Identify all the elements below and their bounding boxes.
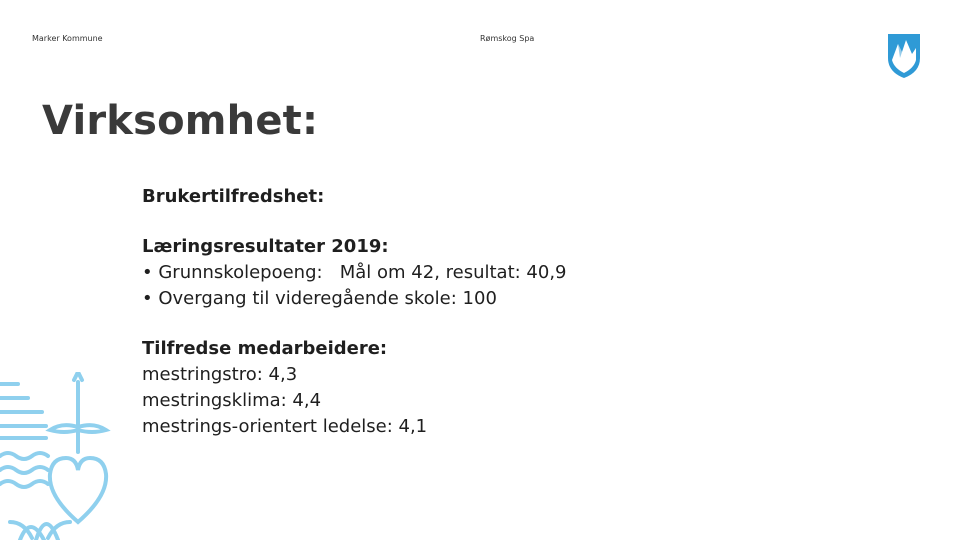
- list-item: mestringsklima: 4,4: [142, 390, 322, 411]
- header-municipality: Marker Kommune: [32, 34, 103, 43]
- list-item: • Grunnskolepoeng: Mål om 42, resultat: 40,9: [142, 262, 567, 283]
- list-item: • Overgang til videregående skole: 100: [142, 288, 497, 309]
- section-heading: Tilfredse medarbeidere:: [142, 338, 388, 359]
- page-title: Virksomhet:: [42, 98, 319, 144]
- section-heading: Læringsresultater 2019:: [142, 236, 389, 257]
- list-item: mestringstro: 4,3: [142, 364, 298, 385]
- section-learning-results: [142, 234, 782, 312]
- coat-of-arms-icon: [886, 30, 922, 80]
- list-item: mestrings-orientert ledelse: 4,1: [142, 416, 428, 437]
- section-employee-satisfaction: [142, 336, 782, 440]
- nature-heart-illustration-icon: [0, 372, 130, 540]
- section-heading: Brukertilfredshet:: [142, 186, 325, 207]
- content-body: [142, 184, 782, 440]
- header-subtitle: Rømskog Spa: [480, 34, 535, 43]
- section-user-satisfaction: [142, 184, 782, 210]
